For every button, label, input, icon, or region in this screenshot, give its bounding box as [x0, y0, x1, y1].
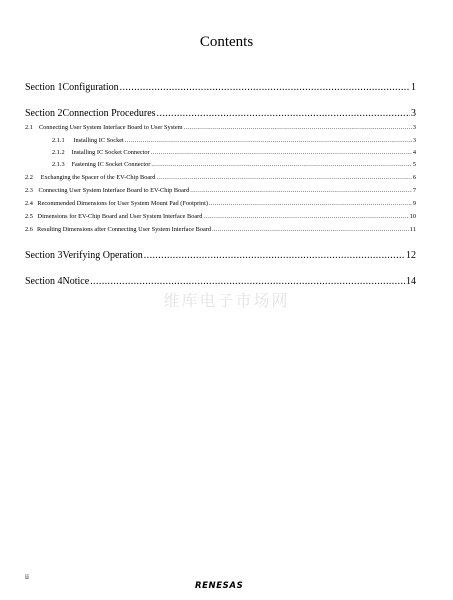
- toc-title: Resulting Dimensions after Connecting User System Interface Board: [37, 226, 212, 233]
- toc-number: 2.1.1: [52, 137, 65, 144]
- toc-number: Section 4: [25, 276, 63, 287]
- toc-title: Recommended Dimensions for User System Mount Pad (Footprint): [37, 200, 208, 207]
- toc-title: Connecting User System Interface Board to User System: [38, 124, 183, 131]
- toc-number: 2.5: [25, 213, 33, 220]
- toc-number: 2.1: [25, 124, 33, 131]
- toc-leader: [156, 174, 411, 181]
- toc-entry-section-1[interactable]: [25, 82, 416, 93]
- toc-title: Connection Procedures: [62, 108, 156, 119]
- toc-entry-section-3[interactable]: [25, 250, 416, 261]
- watermark: 维库电子市场网: [163, 291, 290, 310]
- toc-entry-section-4[interactable]: [25, 276, 416, 287]
- toc-page: 7: [412, 187, 416, 194]
- page-title: Contents: [199, 34, 254, 50]
- toc-number: 2.6: [25, 226, 33, 233]
- toc-leader: [144, 250, 405, 261]
- toc-title: Exchanging the Spacer of the EV-Chip Board: [40, 174, 156, 181]
- toc-entry-2-4[interactable]: [25, 200, 416, 207]
- toc-entry-2-1-2[interactable]: [52, 149, 416, 156]
- toc-title: Fastening IC Socket Connector: [71, 161, 151, 168]
- toc-leader: [151, 161, 412, 168]
- toc-page: 1: [411, 82, 416, 93]
- toc-number: 2.1.2: [52, 149, 65, 156]
- toc-leader: [157, 108, 410, 119]
- toc-leader: [212, 226, 409, 233]
- toc-leader: [125, 137, 412, 144]
- toc-number: Section 3: [25, 250, 63, 261]
- toc-title: Installing IC Socket Connector: [71, 149, 150, 156]
- toc-number: 2.3: [25, 187, 33, 194]
- toc-page: 4: [412, 149, 416, 156]
- renesas-logo: RENESAS: [195, 581, 244, 591]
- toc-number: 2.4: [25, 200, 33, 207]
- toc-leader: [190, 187, 412, 194]
- toc-page: 14: [406, 276, 416, 287]
- toc-title: Installing IC Socket: [73, 137, 124, 144]
- toc-page: 3: [412, 124, 416, 131]
- toc-entry-2-1-3[interactable]: [52, 161, 416, 168]
- toc-page: 6: [412, 174, 416, 181]
- toc-entry-2-5[interactable]: [25, 213, 416, 220]
- toc-page: 3: [412, 137, 416, 144]
- toc-page: 10: [409, 213, 416, 220]
- toc-entry-2-1-1[interactable]: [52, 137, 416, 144]
- toc-entry-2-3[interactable]: [25, 187, 416, 194]
- toc-page: 5: [412, 161, 416, 168]
- toc-entry-section-2[interactable]: [25, 108, 416, 119]
- toc-number: 2.1.3: [52, 161, 65, 168]
- toc-page: 3: [411, 108, 416, 119]
- toc-title: Connecting User System Interface Board to EV-Chip Board: [38, 187, 190, 194]
- toc-entry-2-6[interactable]: [25, 226, 416, 233]
- toc-entry-2-1[interactable]: [25, 124, 416, 131]
- toc-title: Verifying Operation: [62, 250, 143, 261]
- footer-page-number: ii: [25, 573, 29, 581]
- toc-leader: [184, 124, 412, 131]
- toc-title: Configuration: [62, 82, 119, 93]
- toc-title: Notice: [62, 276, 90, 287]
- toc-leader: [209, 200, 412, 207]
- toc-entry-2-2[interactable]: [25, 174, 416, 181]
- toc-number: 2.2: [25, 174, 33, 181]
- toc-leader: [151, 149, 412, 156]
- toc-page: 9: [412, 200, 416, 207]
- toc-leader: [203, 213, 408, 220]
- toc-leader: [90, 276, 405, 287]
- toc-title: Dimensions for EV-Chip Board and User System Interface Board: [37, 213, 203, 220]
- toc-page: 11: [409, 226, 416, 233]
- toc-number: Section 2: [25, 108, 63, 119]
- toc-page: 12: [406, 250, 416, 261]
- toc-number: Section 1: [25, 82, 63, 93]
- toc-leader: [120, 82, 410, 93]
